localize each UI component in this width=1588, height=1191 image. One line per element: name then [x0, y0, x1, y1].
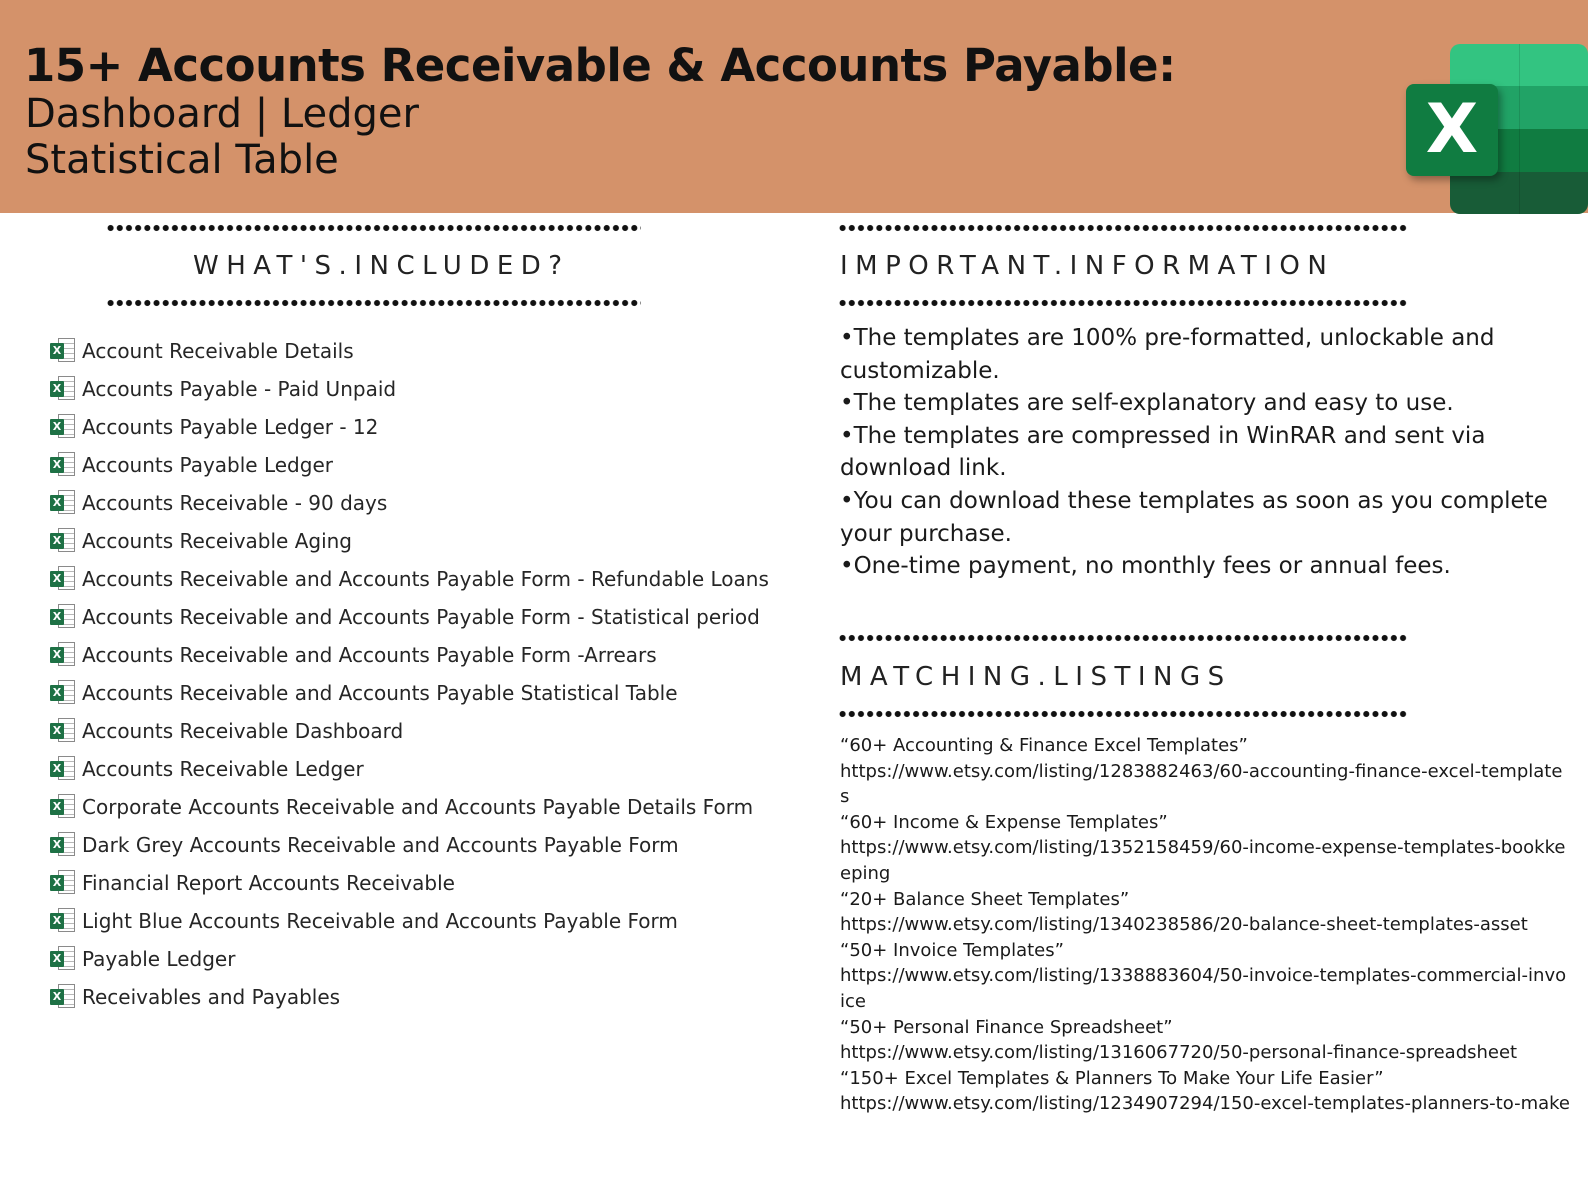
excel-file-icon: X [48, 490, 78, 516]
dotted-separator [106, 223, 641, 233]
file-list-item [48, 788, 808, 826]
included-file-list [48, 332, 808, 1016]
file-list-item [48, 674, 808, 712]
file-name: Accounts Receivable and Accounts Payable Form - Refundable Loans [82, 567, 769, 591]
dotted-separator [838, 298, 1408, 308]
info-bullet-item: • One-time payment, no monthly fees or annual fees. [840, 550, 1560, 583]
file-name: Accounts Receivable and Accounts Payable Form -Arrears [82, 643, 657, 667]
page-title: 15+ Accounts Receivable & Accounts Payable: [24, 39, 1176, 92]
file-name: Dark Grey Accounts Receivable and Accounts Payable Form [82, 833, 679, 857]
subtitle-line-1: Dashboard | Ledger [25, 91, 419, 137]
excel-file-icon: X [48, 756, 78, 782]
excel-file-icon: X [48, 794, 78, 820]
info-bullet-item: • You can download these templates as soon as you complete your purchase. [840, 485, 1560, 550]
excel-logo-icon [1406, 44, 1588, 214]
file-name: Accounts Payable - Paid Unpaid [82, 377, 397, 401]
file-list-item [48, 484, 808, 522]
file-name: Accounts Receivable Dashboard [82, 719, 404, 743]
excel-file-icon: X [48, 908, 78, 934]
important-heading: IMPORTANT.INFORMATION [840, 251, 1335, 281]
dotted-separator [106, 298, 641, 308]
file-name: Accounts Receivable Aging [82, 529, 352, 553]
excel-file-icon: X [48, 832, 78, 858]
info-bullet-item: • The templates are 100% pre-formatted, unlockable and customizable. [840, 322, 1560, 387]
file-name: Corporate Accounts Receivable and Accounts Payable Details Form [82, 795, 754, 819]
listing-title: “60+ Income & Expense Templates” [840, 811, 1168, 833]
matching-listings-list [840, 733, 1570, 1117]
info-bullet-item: • The templates are compressed in WinRAR and sent via download link. [840, 420, 1560, 485]
file-list-item [48, 864, 808, 902]
matching-heading: MATCHING.LISTINGS [840, 662, 1232, 692]
file-list-item [48, 446, 808, 484]
listing-item [840, 733, 1570, 810]
excel-file-icon: X [48, 680, 78, 706]
dotted-separator [838, 223, 1408, 233]
excel-logo-letter: X [1406, 84, 1498, 176]
listing-item [840, 887, 1570, 938]
file-list-item [48, 408, 808, 446]
file-name: Light Blue Accounts Receivable and Accounts Payable Form [82, 909, 678, 933]
listing-item [840, 810, 1570, 887]
listing-title: “50+ Personal Finance Spreadsheet” [840, 1016, 1173, 1038]
file-name: Accounts Receivable Ledger [82, 757, 364, 781]
file-name: Payable Ledger [82, 947, 236, 971]
file-list-item [48, 560, 808, 598]
file-list-item [48, 712, 808, 750]
file-list-item [48, 978, 808, 1016]
excel-file-icon: X [48, 338, 78, 364]
file-name: Receivables and Payables [82, 985, 341, 1009]
dotted-separator [838, 709, 1408, 719]
file-list-item [48, 750, 808, 788]
file-list-item [48, 636, 808, 674]
important-info-list [840, 322, 1560, 583]
file-name: Account Receivable Details [82, 339, 354, 363]
listing-link[interactable]: https://www.etsy.com/listing/1338883604/50-invoice-templates-commercial-invoice [840, 965, 1567, 1012]
excel-file-icon: X [48, 984, 78, 1010]
listing-link[interactable]: https://www.etsy.com/listing/1316067720/50-personal-finance-spreadsheet [840, 1042, 1518, 1064]
header-banner [0, 0, 1588, 213]
excel-file-icon: X [48, 414, 78, 440]
listing-link[interactable]: https://www.etsy.com/listing/1234907294/150-excel-templates-planners-to-make [840, 1093, 1570, 1115]
excel-file-icon: X [48, 566, 78, 592]
listing-title: “150+ Excel Templates & Planners To Make Your Life Easier” [840, 1067, 1384, 1089]
dotted-separator [838, 633, 1408, 643]
excel-file-icon: X [48, 642, 78, 668]
listing-title: “50+ Invoice Templates” [840, 939, 1064, 961]
excel-file-icon: X [48, 376, 78, 402]
file-name: Accounts Payable Ledger - 12 [82, 415, 379, 439]
subtitle-line-2: Statistical Table [25, 137, 339, 183]
file-list-item [48, 940, 808, 978]
file-name: Financial Report Accounts Receivable [82, 871, 455, 895]
listing-item [840, 1015, 1570, 1066]
listing-link[interactable]: https://www.etsy.com/listing/1340238586/20-balance-sheet-templates-asset [840, 914, 1528, 936]
file-list-item [48, 826, 808, 864]
file-name: Accounts Receivable and Accounts Payable Form - Statistical period [82, 605, 760, 629]
file-list-item [48, 522, 808, 560]
file-name: Accounts Receivable and Accounts Payable Statistical Table [82, 681, 678, 705]
listing-link[interactable]: https://www.etsy.com/listing/1352158459/60-income-expense-templates-bookkeeping [840, 837, 1566, 884]
excel-file-icon: X [48, 604, 78, 630]
listing-link[interactable]: https://www.etsy.com/listing/1283882463/60-accounting-finance-excel-templates [840, 760, 1563, 808]
listing-item [840, 1066, 1570, 1117]
file-list-item [48, 332, 808, 370]
excel-file-icon: X [48, 452, 78, 478]
info-bullet-item: • The templates are self-explanatory and easy to use. [840, 387, 1560, 420]
listing-title: “60+ Accounting & Finance Excel Templates” [840, 735, 1248, 756]
included-heading: WHAT'S.INCLUDED? [193, 251, 570, 281]
file-list-item [48, 370, 808, 408]
excel-file-icon: X [48, 870, 78, 896]
listing-title: “20+ Balance Sheet Templates” [840, 888, 1130, 910]
listing-item [840, 938, 1570, 1015]
excel-file-icon: X [48, 718, 78, 744]
file-name: Accounts Payable Ledger [82, 453, 333, 477]
excel-file-icon: X [48, 946, 78, 972]
file-list-item [48, 598, 808, 636]
excel-file-icon: X [48, 528, 78, 554]
file-name: Accounts Receivable - 90 days [82, 491, 388, 515]
file-list-item [48, 902, 808, 940]
